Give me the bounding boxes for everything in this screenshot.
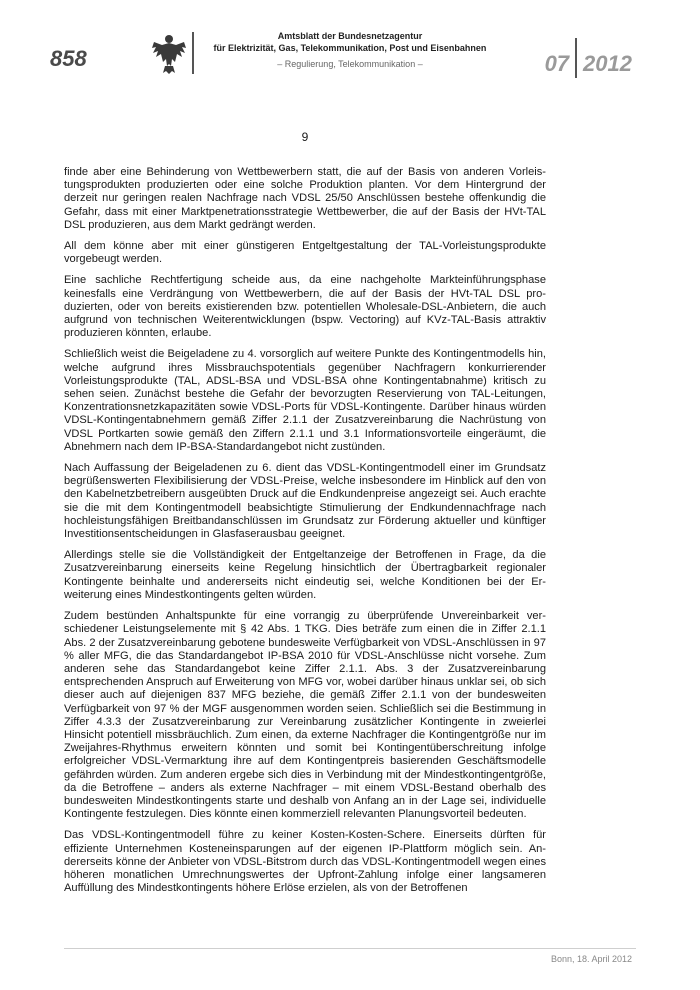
issue-year: 2012 [583, 51, 632, 76]
paragraph: Nach Auffassung der Beigeladenen zu 6. dient das VDSL-Kontingentmodell einer im Grundsatz begrüßenswerten Flexibilisierung der VDSL-Preise, welche insbesondere im Hinblick auf den von den Kabelnetzbetreibern ausgeübten Druck auf die Endkundenpreise angezeigt sei. Auch erachte sie die mit dem Kontingentmodell beabsichtigte Stimulierung der Endkundennachfrage nach hochleistungsfähigen Breitbandanschlüssen im Grundsatz zur Förderung aktueller und künftiger Investitionsentscheidungen in Glasfaserausbau geeignet. [64, 462, 546, 541]
paragraph: Schließlich weist die Beigeladene zu 4. vorsorglich auf weitere Punkte des Kontingentmodells hin, welche aufgrund ihres Missbrauchspotentials gegenüber Nachfragern konkurrierender Vorleistungsprodukte (TAL, ADSL-BSA und VDSL-BSA ohne Kontingentabnahme) kritisch zu sehen seien. Zunächst bestehe die Gefahr der bevorzugten Reservierung von TAL-Leitungen, Konzentrationsnetzkapazitäten sowie VDSL-Ports für VDSL-Kontingente. Darüber hinaus würden VDSL-Kontingentabnehmern gemäß Ziffer 2.1.1 der Zusatzvereinbarung die Nachrüstung von VDSL Portkarten sowie gemäß den Ziffern 2.1.1 und 3.1 Informationsvorteile eingeräumt, die Abnehmern nach dem IP-BSA-Standardangebot nicht zustünden. [64, 348, 546, 453]
header-divider [192, 32, 194, 74]
paragraph: All dem könne aber mit einer günstigeren Entgeltgestaltung der TAL-Vorleistungsprodukte vorgebeugt werden. [64, 240, 546, 266]
paragraph: Eine sachliche Rechtfertigung scheide aus, da eine nachgeholte Markteinführungsphase keinesfalls eine Verdrängung von Wettbewerbern, die auf der Basis der HVt-TAL DSL produzierten, oder von bereits existierenden bzw. potentiellen Wholesale-DSL-Anbietern, die auch aufgrund von technischen Weiterentwicklungen (bspw. Vectoring) auf KVz-TAL-Basis attraktiv produzieren könnten, erlaube. [64, 274, 546, 340]
federal-eagle-icon [150, 32, 188, 76]
header-subtitle: – Regulierung, Telekommunikation – [277, 59, 423, 69]
inner-page-number: 9 [301, 130, 309, 144]
paragraph: finde aber eine Behinderung von Wettbewerbern statt, die auf der Basis von anderen Vorleistungsprodukten produzierten oder eine solche Produktion planten. Vor dem Hintergrund der derzeit nur geringen realen Nachfrage nach VDSL 25/50 Anschlüssen bestehe offenkundig die Gefahr, dass mit einer Marktpenetrationsstrategie Wettbewerber, die auf der Basis der HVt-TAL DSL produzieren, aus dem Markt gedrängt werden. [64, 166, 546, 231]
issue-badge [545, 44, 632, 84]
header-title-line1: Amtsblatt der Bundesnetzagentur [277, 31, 423, 41]
header-block [200, 30, 500, 69]
page-number: 858 [50, 46, 87, 71]
paragraph: Zudem bestünden Anhaltspunkte für eine vorrangig zu überprüfende Unvereinbarkeit verschiedener Leistungselemente mit § 42 Abs. 1 TKG. Dies beträfe zum einen die in Ziffer 2.1.1 Abs. 2 der Zusatzvereinbarung gebotene bundesweite Verfügbarkeit von VDSL-Anschlüssen in 97 % aller MFG, die das Standardangebot IP-BSA 2010 für VDSL-Anschlüsse nicht vorsehe. Zum anderen sehe das Standardangebot keine Ziffer 2.1.1. Abs. 3 der Zusatzvereinbarung entsprechenden Anspruch auf Erweiterung von MFG vor, wobei darüber hinaus unklar sei, ob sich dieser auch auf diejenigen 837 MFG beziehe, die gemäß Ziffer 2.1.1 von der bundesweiten Verfügbarkeit von 97 % der MGF ausgenommen worden seien. Schließlich sei die Bestimmung in Ziffer 4.3.3 der Zusatzvereinbarung zur Vereinbarung zusätzlicher Kontingente in zweierlei Hinsicht potentiell missbräuchlich. Zum einen, da externe Nachfrager die Kontingentgröße nur im Zweijahres-Rhythmus erweitern könnten und somit bei Kontingentüberschreitung infolge erfolgreicher VDSL-Vermarktung ihre auf dem Kontingentpreis basierenden Geschäftsmodelle gefährden würden. Zum anderen ergebe sich dies in Verbindung mit der Mindestkontingentgröße, da die Betroffene – anders als externe Nachfrager – mit einem VDSL-Bestand oberhalb des bundesweiten Mindestkontingents starte und deshalb von Anfang an in der Lage sei, individuelle Kontingente festzulegen. Dies könnte einen kommerziell relevanten Planungsvorteil bedeuten. [64, 610, 546, 821]
paragraph: Das VDSL-Kontingentmodell führe zu keiner Kosten-Kosten-Schere. Einerseits dürften für effiziente Unternehmen Kosteneinsparungen auf der eigenen IP-Plattform möglich sein. Andererseits könne der Anbieter von VDSL-Bitstrom durch das VDSL-Kontingentmodell wegen eines höheren monatlichen Umrechnungswertes der Upfront-Zahlung infolge einer langsameren Auffüllung des Mindestkontingents höhere Erlöse erzielen, als von der Betroffenen [64, 829, 546, 895]
paragraph: Allerdings stelle sie die Vollständigkeit der Entgeltanzeige der Betroffenen in Frage, da die Zusatzvereinbarung einerseits keine Regelung hinsichtlich der Übertragbarkeit regionaler Kontingente beinhalte und andererseits nicht eindeutig sei, welche Konditionen bei der Erweiterung eines Mindestkontingents gelten würden. [64, 549, 546, 601]
issue-separator [575, 38, 577, 78]
issue-number: 07 [544, 51, 570, 76]
document-body [64, 166, 546, 903]
header-title-line2: für Elektrizität, Gas, Telekommunikation, Post und Eisenbahnen [213, 43, 487, 53]
footer-place-date: Bonn, 18. April 2012 [550, 954, 632, 964]
footer-divider [64, 948, 636, 949]
